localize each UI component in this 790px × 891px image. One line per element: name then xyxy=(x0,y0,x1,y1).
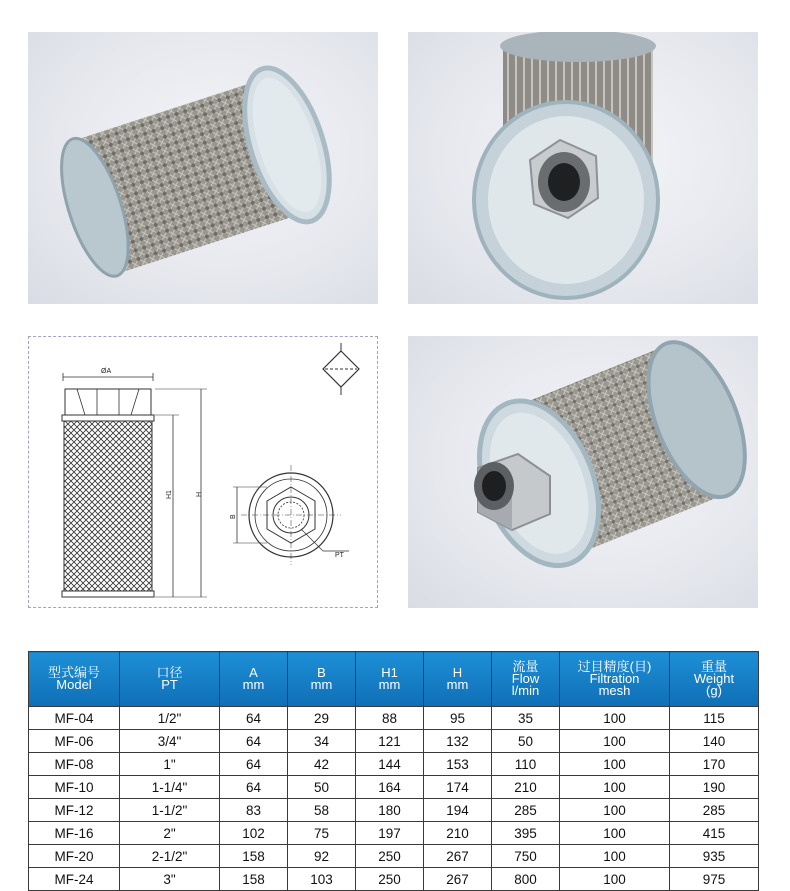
cell-filtration: 100 xyxy=(560,799,670,822)
header-model-cn: 型式编号 xyxy=(47,665,100,680)
cell-pt: 2" xyxy=(120,822,220,845)
cell-a: 64 xyxy=(220,707,288,730)
header-h1-en: mm xyxy=(378,677,401,692)
cell-flow: 395 xyxy=(492,822,560,845)
product-photo-side xyxy=(28,32,378,304)
cell-model: MF-08 xyxy=(29,753,120,776)
cell-pt: 3" xyxy=(120,868,220,891)
cell-h: 153 xyxy=(424,753,492,776)
dim-pt-label: PT xyxy=(335,552,344,559)
header-filtration-en: Filtration xyxy=(589,671,640,686)
cell-b: 92 xyxy=(288,845,356,868)
cell-h: 132 xyxy=(424,730,492,753)
table-row xyxy=(29,753,759,776)
cell-flow: 285 xyxy=(492,799,560,822)
header-flow-en2: l/min xyxy=(511,683,540,698)
header-weight xyxy=(670,652,759,707)
cell-b: 34 xyxy=(288,730,356,753)
cell-weight: 935 xyxy=(670,845,759,868)
header-pt-cn: 口径 xyxy=(156,665,183,680)
header-weight-cn: 重量 xyxy=(700,659,727,674)
header-filtration-en2: mesh xyxy=(598,683,631,698)
header-flow-cn: 流量 xyxy=(512,659,539,674)
cell-h: 210 xyxy=(424,822,492,845)
cell-a: 83 xyxy=(220,799,288,822)
cell-weight: 415 xyxy=(670,822,759,845)
cell-a: 64 xyxy=(220,753,288,776)
header-a-cn: A xyxy=(249,665,258,680)
cell-b: 29 xyxy=(288,707,356,730)
cell-pt: 1-1/2" xyxy=(120,799,220,822)
header-filtration xyxy=(560,652,670,707)
cell-a: 158 xyxy=(220,868,288,891)
cell-h1: 197 xyxy=(356,822,424,845)
cell-h1: 164 xyxy=(356,776,424,799)
header-filtration-cn: 过目精度(目) xyxy=(577,659,652,674)
cell-weight: 975 xyxy=(670,868,759,891)
cell-a: 64 xyxy=(220,776,288,799)
cell-b: 50 xyxy=(288,776,356,799)
cell-model: MF-10 xyxy=(29,776,120,799)
cell-h1: 250 xyxy=(356,845,424,868)
product-photo-angled xyxy=(408,336,758,608)
cell-h1: 88 xyxy=(356,707,424,730)
header-model xyxy=(29,652,120,707)
cell-weight: 190 xyxy=(670,776,759,799)
cell-h: 267 xyxy=(424,845,492,868)
cell-h: 194 xyxy=(424,799,492,822)
cell-h: 267 xyxy=(424,868,492,891)
cell-model: MF-20 xyxy=(29,845,120,868)
cell-flow: 800 xyxy=(492,868,560,891)
dim-diameter-label: ØA xyxy=(101,368,112,375)
technical-drawing xyxy=(28,336,378,608)
header-h-cn: H xyxy=(452,665,463,680)
cell-pt: 1/2" xyxy=(120,707,220,730)
cell-pt: 3/4" xyxy=(120,730,220,753)
table-row xyxy=(29,822,759,845)
cell-a: 158 xyxy=(220,845,288,868)
header-pt-en: PT xyxy=(161,677,178,692)
cell-model: MF-06 xyxy=(29,730,120,753)
cell-pt: 1-1/4" xyxy=(120,776,220,799)
cell-b: 103 xyxy=(288,868,356,891)
table-row xyxy=(29,776,759,799)
cell-h1: 250 xyxy=(356,868,424,891)
header-weight-en2: (g) xyxy=(706,683,722,698)
product-photo-end xyxy=(408,32,758,304)
dim-h1-label: H1 xyxy=(166,490,173,499)
cell-filtration: 100 xyxy=(560,822,670,845)
cell-weight: 285 xyxy=(670,799,759,822)
cell-flow: 35 xyxy=(492,707,560,730)
cell-pt: 2-1/2" xyxy=(120,845,220,868)
header-pt xyxy=(120,652,220,707)
cell-flow: 110 xyxy=(492,753,560,776)
header-weight-en: Weight xyxy=(693,671,735,686)
cell-a: 102 xyxy=(220,822,288,845)
header-a xyxy=(220,652,288,707)
cell-a: 64 xyxy=(220,730,288,753)
table-row xyxy=(29,799,759,822)
table-row xyxy=(29,707,759,730)
header-b xyxy=(288,652,356,707)
cell-h: 95 xyxy=(424,707,492,730)
cell-filtration: 100 xyxy=(560,707,670,730)
table-body xyxy=(29,707,759,891)
cell-b: 75 xyxy=(288,822,356,845)
cell-flow: 210 xyxy=(492,776,560,799)
header-h xyxy=(424,652,492,707)
cell-h: 174 xyxy=(424,776,492,799)
header-flow-en: Flow xyxy=(511,671,540,686)
cell-filtration: 100 xyxy=(560,868,670,891)
cell-flow: 750 xyxy=(492,845,560,868)
header-b-cn: B xyxy=(317,665,326,680)
cell-pt: 1" xyxy=(120,753,220,776)
header-a-en: mm xyxy=(242,677,265,692)
cell-b: 58 xyxy=(288,799,356,822)
cell-model: MF-24 xyxy=(29,868,120,891)
header-flow xyxy=(492,652,560,707)
cell-model: MF-04 xyxy=(29,707,120,730)
table-row xyxy=(29,730,759,753)
header-h1 xyxy=(356,652,424,707)
cell-filtration: 100 xyxy=(560,753,670,776)
dim-b-label: B xyxy=(230,514,237,519)
table-row xyxy=(29,868,759,891)
cell-weight: 140 xyxy=(670,730,759,753)
spec-table xyxy=(28,651,759,891)
cell-filtration: 100 xyxy=(560,776,670,799)
cell-weight: 170 xyxy=(670,753,759,776)
header-h1-cn: H1 xyxy=(381,665,398,680)
header-b-en: mm xyxy=(310,677,333,692)
cell-weight: 115 xyxy=(670,707,759,730)
header-h-en: mm xyxy=(446,677,469,692)
table-row xyxy=(29,845,759,868)
dim-h-label: H xyxy=(196,491,203,497)
table-header xyxy=(29,652,759,707)
cell-b: 42 xyxy=(288,753,356,776)
cell-h1: 144 xyxy=(356,753,424,776)
cell-h1: 180 xyxy=(356,799,424,822)
cell-model: MF-12 xyxy=(29,799,120,822)
cell-model: MF-16 xyxy=(29,822,120,845)
cell-flow: 50 xyxy=(492,730,560,753)
cell-h1: 121 xyxy=(356,730,424,753)
cell-filtration: 100 xyxy=(560,845,670,868)
cell-filtration: 100 xyxy=(560,730,670,753)
header-model-en: Model xyxy=(56,677,92,692)
